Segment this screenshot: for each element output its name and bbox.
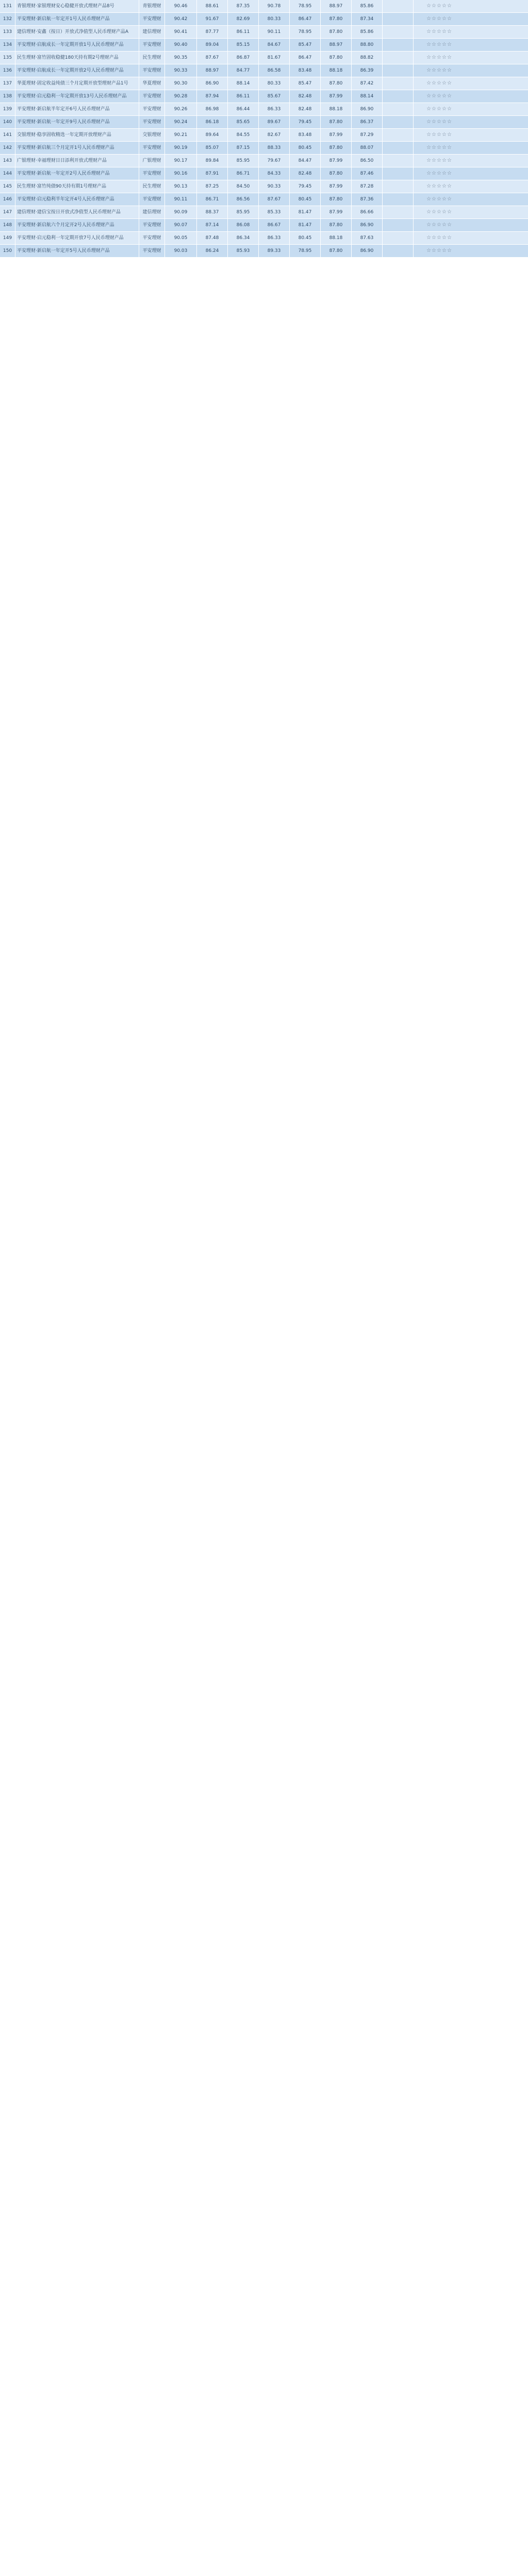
- score-f-cell: 87.80: [321, 193, 352, 206]
- score-d-cell: 81.67: [259, 52, 290, 64]
- score-d-cell: 82.67: [259, 129, 290, 141]
- table-row: [0, 193, 528, 206]
- score-d-cell: 89.67: [259, 116, 290, 128]
- table-row: [0, 232, 528, 245]
- score-c-cell: 84.77: [228, 64, 259, 77]
- score-f-cell: 87.80: [321, 13, 352, 25]
- score-b-cell: 89.04: [197, 39, 228, 51]
- institution-cell: 青银理财: [139, 0, 165, 12]
- score-a-cell: 90.16: [165, 167, 197, 180]
- star-rating: ☆☆☆☆☆: [426, 158, 452, 164]
- institution-cell: 平安理财: [139, 116, 165, 128]
- score-c-cell: 85.15: [228, 39, 259, 51]
- institution-cell: 交银理财: [139, 129, 165, 141]
- star-rating: ☆☆☆☆☆: [426, 16, 452, 22]
- table-row: [0, 77, 528, 90]
- score-c-cell: 86.56: [228, 193, 259, 206]
- table-row: [0, 39, 528, 52]
- score-c-cell: 86.71: [228, 167, 259, 180]
- score-d-cell: 80.33: [259, 77, 290, 90]
- spacer-cell: [383, 142, 414, 154]
- score-f-cell: 87.80: [321, 167, 352, 180]
- table-row: [0, 0, 528, 13]
- institution-cell: 广银理财: [139, 155, 165, 167]
- spacer-cell: [383, 64, 414, 77]
- score-d-cell: 84.33: [259, 167, 290, 180]
- table-row: [0, 167, 528, 180]
- score-b-cell: 87.48: [197, 232, 228, 244]
- score-d-cell: 89.33: [259, 245, 290, 257]
- score-g-cell: 86.90: [352, 245, 383, 257]
- product-name-cell: 平安理财·启元稳利一年定期开放7号人民币理财产品: [15, 232, 139, 244]
- score-b-cell: 87.14: [197, 219, 228, 231]
- score-g-cell: 86.90: [352, 103, 383, 115]
- score-e-cell: 83.48: [290, 64, 321, 77]
- institution-cell: 平安理财: [139, 90, 165, 103]
- product-name-cell: 华夏理财·固定收益纯债三个月定期开放型理财产品1号: [15, 77, 139, 90]
- score-a-cell: 90.11: [165, 193, 197, 206]
- product-name-cell: 平安理财·启航成长一年定期开放2号人民币理财产品: [15, 64, 139, 77]
- star-rating: ☆☆☆☆☆: [426, 119, 452, 125]
- rank-cell: 139: [0, 103, 15, 115]
- score-a-cell: 90.42: [165, 13, 197, 25]
- score-e-cell: 80.45: [290, 193, 321, 206]
- score-a-cell: 90.07: [165, 219, 197, 231]
- score-e-cell: 79.45: [290, 116, 321, 128]
- spacer-cell: [383, 13, 414, 25]
- score-d-cell: 86.33: [259, 232, 290, 244]
- score-e-cell: 82.48: [290, 90, 321, 103]
- score-a-cell: 90.40: [165, 39, 197, 51]
- score-e-cell: 78.95: [290, 26, 321, 38]
- institution-cell: 平安理财: [139, 64, 165, 77]
- star-rating: ☆☆☆☆☆: [426, 93, 452, 99]
- star-rating: ☆☆☆☆☆: [426, 248, 452, 254]
- star-rating: ☆☆☆☆☆: [426, 183, 452, 190]
- star-rating: ☆☆☆☆☆: [426, 106, 452, 112]
- spacer-cell: [383, 167, 414, 180]
- score-f-cell: 87.80: [321, 245, 352, 257]
- product-name-cell: 建信理财·安鑫（按日）开放式净值型人民币理财产品A: [15, 26, 139, 38]
- spacer-cell: [383, 206, 414, 218]
- score-b-cell: 87.25: [197, 180, 228, 193]
- institution-cell: 平安理财: [139, 142, 165, 154]
- table-row: [0, 142, 528, 155]
- institution-cell: 平安理财: [139, 39, 165, 51]
- score-g-cell: 87.46: [352, 167, 383, 180]
- star-rating: ☆☆☆☆☆: [426, 29, 452, 35]
- product-name-cell: 建信理财·建信宝按日开放式净值型人民币理财产品: [15, 206, 139, 218]
- score-d-cell: 90.11: [259, 26, 290, 38]
- score-g-cell: 86.39: [352, 64, 383, 77]
- institution-cell: 建信理财: [139, 206, 165, 218]
- score-d-cell: 90.33: [259, 180, 290, 193]
- score-g-cell: 86.50: [352, 155, 383, 167]
- spacer-cell: [383, 193, 414, 206]
- product-name-cell: 平安理财·启元稳利半年定开4号人民币理财产品: [15, 193, 139, 206]
- institution-cell: 平安理财: [139, 232, 165, 244]
- table-row: [0, 219, 528, 232]
- score-c-cell: 87.15: [228, 142, 259, 154]
- spacer-cell: [383, 26, 414, 38]
- table-row: [0, 180, 528, 193]
- institution-cell: 民生理财: [139, 180, 165, 193]
- rank-cell: 134: [0, 39, 15, 51]
- product-name-cell: 广银理财·幸福理财日日添利开放式理财产品: [15, 155, 139, 167]
- rank-cell: 144: [0, 167, 15, 180]
- rank-cell: 149: [0, 232, 15, 244]
- score-b-cell: 87.67: [197, 52, 228, 64]
- score-e-cell: 80.45: [290, 232, 321, 244]
- institution-cell: 平安理财: [139, 219, 165, 231]
- score-f-cell: 87.80: [321, 142, 352, 154]
- score-d-cell: 85.67: [259, 90, 290, 103]
- product-name-cell: 平安理财·新启航一年定开2号人民币理财产品: [15, 167, 139, 180]
- rank-cell: 140: [0, 116, 15, 128]
- score-e-cell: 84.47: [290, 155, 321, 167]
- score-d-cell: 88.33: [259, 142, 290, 154]
- product-name-cell: 平安理财·新启航一年定开5号人民币理财产品: [15, 245, 139, 257]
- rank-cell: 133: [0, 26, 15, 38]
- table-row: [0, 155, 528, 167]
- product-name-cell: 交银理财·稳享固收精选一年定期开放理财产品: [15, 129, 139, 141]
- rank-cell: 135: [0, 52, 15, 64]
- score-b-cell: 89.84: [197, 155, 228, 167]
- score-b-cell: 91.67: [197, 13, 228, 25]
- score-e-cell: 86.47: [290, 13, 321, 25]
- score-c-cell: 85.65: [228, 116, 259, 128]
- institution-cell: 平安理财: [139, 193, 165, 206]
- star-rating: ☆☆☆☆☆: [426, 132, 452, 138]
- spacer-cell: [383, 103, 414, 115]
- product-name-cell: 平安理财·新启航一年定开1号人民币理财产品: [15, 13, 139, 25]
- score-a-cell: 90.21: [165, 129, 197, 141]
- score-b-cell: 88.37: [197, 206, 228, 218]
- score-g-cell: 86.66: [352, 206, 383, 218]
- score-a-cell: 90.05: [165, 232, 197, 244]
- score-d-cell: 80.33: [259, 13, 290, 25]
- star-rating: ☆☆☆☆☆: [426, 3, 452, 9]
- table-row: [0, 52, 528, 64]
- score-f-cell: 87.99: [321, 129, 352, 141]
- product-name-cell: 平安理财·启航成长一年定期开放1号人民币理财产品: [15, 39, 139, 51]
- spacer-cell: [383, 245, 414, 257]
- star-rating: ☆☆☆☆☆: [426, 145, 452, 151]
- score-g-cell: 87.42: [352, 77, 383, 90]
- score-e-cell: 81.47: [290, 219, 321, 231]
- score-a-cell: 90.09: [165, 206, 197, 218]
- score-f-cell: 87.80: [321, 77, 352, 90]
- score-c-cell: 84.50: [228, 180, 259, 193]
- score-b-cell: 86.24: [197, 245, 228, 257]
- score-d-cell: 86.67: [259, 219, 290, 231]
- score-a-cell: 90.13: [165, 180, 197, 193]
- score-c-cell: 86.44: [228, 103, 259, 115]
- score-d-cell: 87.67: [259, 193, 290, 206]
- score-a-cell: 90.24: [165, 116, 197, 128]
- score-g-cell: 87.63: [352, 232, 383, 244]
- score-d-cell: 79.67: [259, 155, 290, 167]
- score-g-cell: 88.82: [352, 52, 383, 64]
- table-row: [0, 103, 528, 116]
- score-d-cell: 86.33: [259, 103, 290, 115]
- score-b-cell: 87.91: [197, 167, 228, 180]
- table-row: [0, 116, 528, 129]
- score-b-cell: 85.07: [197, 142, 228, 154]
- score-e-cell: 83.48: [290, 129, 321, 141]
- score-g-cell: 85.86: [352, 26, 383, 38]
- score-d-cell: 90.78: [259, 0, 290, 12]
- rank-cell: 142: [0, 142, 15, 154]
- score-g-cell: 88.14: [352, 90, 383, 103]
- score-e-cell: 82.48: [290, 103, 321, 115]
- rank-cell: 136: [0, 64, 15, 77]
- rank-cell: 150: [0, 245, 15, 257]
- institution-cell: 平安理财: [139, 13, 165, 25]
- score-c-cell: 88.14: [228, 77, 259, 90]
- score-c-cell: 82.69: [228, 13, 259, 25]
- score-e-cell: 81.47: [290, 206, 321, 218]
- score-g-cell: 86.37: [352, 116, 383, 128]
- score-e-cell: 82.48: [290, 167, 321, 180]
- spacer-cell: [383, 129, 414, 141]
- spacer-cell: [383, 155, 414, 167]
- score-b-cell: 87.94: [197, 90, 228, 103]
- spacer-cell: [383, 180, 414, 193]
- score-f-cell: 87.80: [321, 116, 352, 128]
- score-b-cell: 87.77: [197, 26, 228, 38]
- score-d-cell: 86.58: [259, 64, 290, 77]
- star-rating: ☆☆☆☆☆: [426, 222, 452, 228]
- score-a-cell: 90.41: [165, 26, 197, 38]
- table-row: [0, 206, 528, 219]
- institution-cell: 平安理财: [139, 103, 165, 115]
- rank-cell: 131: [0, 0, 15, 12]
- score-g-cell: 87.34: [352, 13, 383, 25]
- table-row: [0, 26, 528, 39]
- rank-cell: 143: [0, 155, 15, 167]
- score-b-cell: 89.64: [197, 129, 228, 141]
- spacer-cell: [383, 77, 414, 90]
- score-c-cell: 87.35: [228, 0, 259, 12]
- score-f-cell: 87.99: [321, 180, 352, 193]
- spacer-cell: [383, 116, 414, 128]
- institution-cell: 平安理财: [139, 167, 165, 180]
- star-rating: ☆☆☆☆☆: [426, 171, 452, 177]
- score-c-cell: 84.55: [228, 129, 259, 141]
- score-c-cell: 86.11: [228, 90, 259, 103]
- score-b-cell: 86.98: [197, 103, 228, 115]
- score-g-cell: 87.36: [352, 193, 383, 206]
- rank-cell: 137: [0, 77, 15, 90]
- score-c-cell: 86.34: [228, 232, 259, 244]
- star-rating: ☆☆☆☆☆: [426, 235, 452, 241]
- score-f-cell: 87.99: [321, 90, 352, 103]
- rank-cell: 132: [0, 13, 15, 25]
- rank-cell: 148: [0, 219, 15, 231]
- spacer-cell: [383, 52, 414, 64]
- score-f-cell: 87.99: [321, 206, 352, 218]
- score-a-cell: 90.17: [165, 155, 197, 167]
- score-f-cell: 87.80: [321, 26, 352, 38]
- rank-cell: 141: [0, 129, 15, 141]
- score-b-cell: 86.18: [197, 116, 228, 128]
- score-g-cell: 88.07: [352, 142, 383, 154]
- score-g-cell: 87.29: [352, 129, 383, 141]
- score-b-cell: 88.61: [197, 0, 228, 12]
- institution-cell: 华夏理财: [139, 77, 165, 90]
- score-f-cell: 88.18: [321, 103, 352, 115]
- score-e-cell: 78.95: [290, 0, 321, 12]
- score-c-cell: 86.87: [228, 52, 259, 64]
- score-g-cell: 86.90: [352, 219, 383, 231]
- score-b-cell: 86.71: [197, 193, 228, 206]
- score-a-cell: 90.26: [165, 103, 197, 115]
- product-name-cell: 平安理财·新启航一年定开9号人民币理财产品: [15, 116, 139, 128]
- rank-cell: 146: [0, 193, 15, 206]
- product-name-cell: 平安理财·启元稳利一年定期开放13号人民币理财产品: [15, 90, 139, 103]
- score-d-cell: 85.33: [259, 206, 290, 218]
- score-g-cell: 88.80: [352, 39, 383, 51]
- score-c-cell: 85.95: [228, 206, 259, 218]
- score-f-cell: 88.97: [321, 39, 352, 51]
- score-f-cell: 88.18: [321, 232, 352, 244]
- rank-cell: 138: [0, 90, 15, 103]
- score-c-cell: 86.08: [228, 219, 259, 231]
- institution-cell: 建信理财: [139, 26, 165, 38]
- score-a-cell: 90.03: [165, 245, 197, 257]
- score-e-cell: 86.47: [290, 52, 321, 64]
- score-f-cell: 87.80: [321, 219, 352, 231]
- score-b-cell: 86.90: [197, 77, 228, 90]
- score-g-cell: 87.28: [352, 180, 383, 193]
- score-f-cell: 88.18: [321, 64, 352, 77]
- score-e-cell: 85.47: [290, 77, 321, 90]
- score-b-cell: 88.97: [197, 64, 228, 77]
- score-e-cell: 80.45: [290, 142, 321, 154]
- score-a-cell: 90.46: [165, 0, 197, 12]
- table-row: [0, 129, 528, 142]
- score-a-cell: 90.19: [165, 142, 197, 154]
- score-a-cell: 90.35: [165, 52, 197, 64]
- product-name-cell: 平安理财·新启航三个月定开1号人民币理财产品: [15, 142, 139, 154]
- star-rating: ☆☆☆☆☆: [426, 55, 452, 61]
- rank-cell: 147: [0, 206, 15, 218]
- spacer-cell: [383, 39, 414, 51]
- score-c-cell: 85.95: [228, 155, 259, 167]
- spacer-cell: [383, 0, 414, 12]
- score-e-cell: 85.47: [290, 39, 321, 51]
- product-name-cell: 青银理财·家银理财安心稳健开放式理财产品8号: [15, 0, 139, 12]
- score-e-cell: 79.45: [290, 180, 321, 193]
- table-row: [0, 245, 528, 258]
- score-c-cell: 86.11: [228, 26, 259, 38]
- table-row: [0, 90, 528, 103]
- star-rating: ☆☆☆☆☆: [426, 67, 452, 74]
- star-rating: ☆☆☆☆☆: [426, 209, 452, 215]
- institution-cell: 平安理财: [139, 245, 165, 257]
- star-rating: ☆☆☆☆☆: [426, 42, 452, 48]
- score-a-cell: 90.33: [165, 64, 197, 77]
- product-name-cell: 民生理财·富竹纯债90天持有期1号理财产品: [15, 180, 139, 193]
- rank-cell: 145: [0, 180, 15, 193]
- score-g-cell: 85.86: [352, 0, 383, 12]
- score-c-cell: 85.93: [228, 245, 259, 257]
- table-row: [0, 13, 528, 26]
- score-a-cell: 90.30: [165, 77, 197, 90]
- table-row: [0, 64, 528, 77]
- product-name-cell: 平安理财·新启航六个月定开2号人民币理财产品: [15, 219, 139, 231]
- star-rating: ☆☆☆☆☆: [426, 80, 452, 87]
- spacer-cell: [383, 219, 414, 231]
- score-e-cell: 78.95: [290, 245, 321, 257]
- score-f-cell: 87.80: [321, 52, 352, 64]
- score-f-cell: 87.99: [321, 155, 352, 167]
- score-a-cell: 90.28: [165, 90, 197, 103]
- star-rating: ☆☆☆☆☆: [426, 196, 452, 202]
- spacer-cell: [383, 232, 414, 244]
- product-name-cell: 民生理财·富竹固收稳健180天持有期2号理财产品: [15, 52, 139, 64]
- institution-cell: 民生理财: [139, 52, 165, 64]
- product-name-cell: 平安理财·新启航半年定开6号人民币理财产品: [15, 103, 139, 115]
- spacer-cell: [383, 90, 414, 103]
- score-f-cell: 88.97: [321, 0, 352, 12]
- score-d-cell: 84.67: [259, 39, 290, 51]
